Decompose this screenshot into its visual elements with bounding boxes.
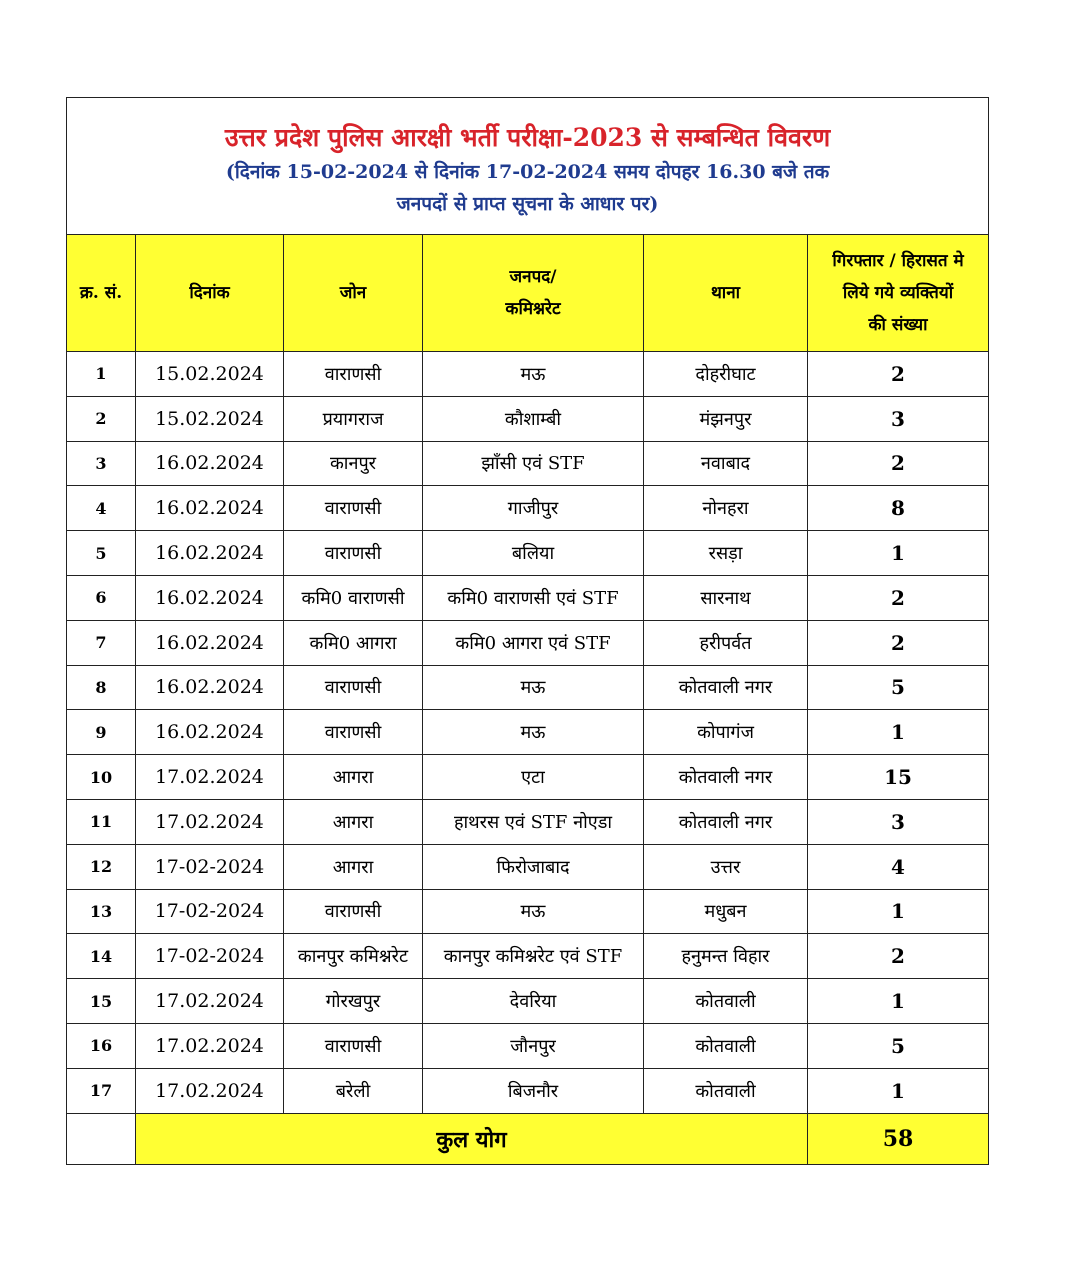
cell-zone: गोरखपुर [284,979,423,1024]
cell-date: 15.02.2024 [136,396,284,441]
report-subtitle-line2: जनपदों से प्राप्त सूचना के आधार पर) [396,192,659,215]
cell-count: 15 [808,755,989,800]
cell-count: 5 [808,1023,989,1068]
cell-zone: कमि0 आगरा [284,620,423,665]
cell-date: 17.02.2024 [136,755,284,800]
cell-station: कोतवाली [644,1068,808,1113]
cell-sn: 14 [67,934,136,979]
total-label: कुल योग [136,1113,808,1164]
cell-sn: 2 [67,396,136,441]
table-row [67,979,989,1024]
table-row [67,575,989,620]
cell-date: 16.02.2024 [136,531,284,576]
header-date: दिनांक [136,235,284,352]
cell-district: बलिया [423,531,644,576]
cell-sn: 6 [67,575,136,620]
cell-zone: आगरा [284,844,423,889]
cell-station: हरीपर्वत [644,620,808,665]
cell-date: 17.02.2024 [136,1068,284,1113]
header-row [67,235,989,352]
cell-sn: 8 [67,665,136,710]
cell-sn: 15 [67,979,136,1024]
cell-count: 3 [808,396,989,441]
table-row [67,934,989,979]
cell-sn: 10 [67,755,136,800]
cell-sn: 16 [67,1023,136,1068]
cell-count: 4 [808,844,989,889]
cell-district: गाजीपुर [423,486,644,531]
cell-station: मंझनपुर [644,396,808,441]
cell-zone: वाराणसी [284,889,423,934]
cell-date: 16.02.2024 [136,620,284,665]
cell-district: मऊ [423,665,644,710]
cell-district: कमि0 आगरा एवं STF [423,620,644,665]
cell-zone: वाराणसी [284,710,423,755]
table-row [67,1023,989,1068]
cell-station: दोहरीघाट [644,352,808,397]
cell-zone: वाराणसी [284,531,423,576]
cell-sn: 7 [67,620,136,665]
cell-zone: कमि0 वाराणसी [284,575,423,620]
cell-district: झाँसी एवं STF [423,441,644,486]
cell-count: 8 [808,486,989,531]
cell-station: सारनाथ [644,575,808,620]
total-row [67,1113,989,1164]
header-count-line1: गिरफ्तार / हिरासत मे [832,250,964,271]
cell-station: नोनहरा [644,486,808,531]
cell-count: 1 [808,979,989,1024]
cell-zone: आगरा [284,799,423,844]
cell-station: हनुमन्त विहार [644,934,808,979]
header-district-line1: जनपद/ [509,266,557,287]
total-blank-cell [67,1113,136,1164]
arrest-report-table [66,97,989,1165]
cell-count: 3 [808,799,989,844]
cell-count: 2 [808,575,989,620]
cell-count: 2 [808,934,989,979]
cell-station: कोतवाली नगर [644,799,808,844]
header-district-line2: कमिश्नरेट [505,299,561,319]
cell-date: 16.02.2024 [136,710,284,755]
table-row [67,710,989,755]
title-cell [67,98,989,235]
cell-sn: 17 [67,1068,136,1113]
cell-sn: 12 [67,844,136,889]
cell-district: देवरिया [423,979,644,1024]
cell-date: 16.02.2024 [136,441,284,486]
cell-count: 1 [808,1068,989,1113]
cell-count: 1 [808,710,989,755]
cell-station: कोतवाली [644,979,808,1024]
cell-date: 16.02.2024 [136,486,284,531]
report-title: उत्तर प्रदेश पुलिस आरक्षी भर्ती परीक्षा-2023 से सम्बन्धित विवरण [224,122,831,152]
header-zone: जोन [284,235,423,352]
cell-count: 2 [808,620,989,665]
cell-date: 17.02.2024 [136,979,284,1024]
table-row [67,889,989,934]
cell-date: 17-02-2024 [136,889,284,934]
cell-station: कोपागंज [644,710,808,755]
table-row [67,1068,989,1113]
table-row [67,352,989,397]
cell-sn: 1 [67,352,136,397]
cell-date: 15.02.2024 [136,352,284,397]
cell-count: 1 [808,889,989,934]
table-row [67,441,989,486]
cell-sn: 4 [67,486,136,531]
header-count-line2: लिये गये व्यक्तियों [842,282,954,303]
header-district [423,235,644,352]
cell-station: रसड़ा [644,531,808,576]
cell-station: कोतवाली [644,1023,808,1068]
cell-district: मऊ [423,710,644,755]
cell-zone: बरेली [284,1068,423,1113]
cell-sn: 3 [67,441,136,486]
cell-sn: 11 [67,799,136,844]
cell-district: जौनपुर [423,1023,644,1068]
header-count-line3: की संख्या [868,315,928,336]
cell-zone: कानपुर कमिश्नरेट [284,934,423,979]
cell-station: कोतवाली नगर [644,755,808,800]
cell-count: 2 [808,352,989,397]
table-row [67,486,989,531]
cell-district: कौशाम्बी [423,396,644,441]
cell-date: 17.02.2024 [136,799,284,844]
cell-date: 16.02.2024 [136,575,284,620]
total-value: 58 [808,1113,989,1164]
cell-district: मऊ [423,889,644,934]
cell-date: 16.02.2024 [136,665,284,710]
cell-sn: 13 [67,889,136,934]
cell-count: 1 [808,531,989,576]
report-subtitle-line1: (दिनांक 15-02-2024 से दिनांक 17-02-2024 समय दोपहर 16.30 बजे तक [225,160,830,183]
cell-count: 5 [808,665,989,710]
cell-district: एटा [423,755,644,800]
table-row [67,844,989,889]
table-row [67,531,989,576]
table-row [67,396,989,441]
cell-station: नवाबाद [644,441,808,486]
cell-district: कमि0 वाराणसी एवं STF [423,575,644,620]
cell-district: बिजनौर [423,1068,644,1113]
cell-zone: आगरा [284,755,423,800]
cell-district: हाथरस एवं STF नोएडा [423,799,644,844]
cell-district: कानपुर कमिश्नरेट एवं STF [423,934,644,979]
cell-station: कोतवाली नगर [644,665,808,710]
cell-station: उत्तर [644,844,808,889]
cell-zone: प्रयागराज [284,396,423,441]
cell-date: 17-02-2024 [136,934,284,979]
header-count [808,235,989,352]
report-sheet [66,97,988,1165]
cell-station: मधुबन [644,889,808,934]
cell-count: 2 [808,441,989,486]
cell-sn: 9 [67,710,136,755]
cell-district: मऊ [423,352,644,397]
cell-district: फिरोजाबाद [423,844,644,889]
title-row [67,98,989,235]
table-row [67,755,989,800]
cell-zone: वाराणसी [284,352,423,397]
cell-zone: कानपुर [284,441,423,486]
table-row [67,665,989,710]
table-row [67,620,989,665]
cell-date: 17.02.2024 [136,1023,284,1068]
table-row [67,799,989,844]
cell-zone: वाराणसी [284,665,423,710]
cell-date: 17-02-2024 [136,844,284,889]
header-station: थाना [644,235,808,352]
cell-sn: 5 [67,531,136,576]
cell-zone: वाराणसी [284,1023,423,1068]
header-sn: क्र. सं. [67,235,136,352]
cell-zone: वाराणसी [284,486,423,531]
